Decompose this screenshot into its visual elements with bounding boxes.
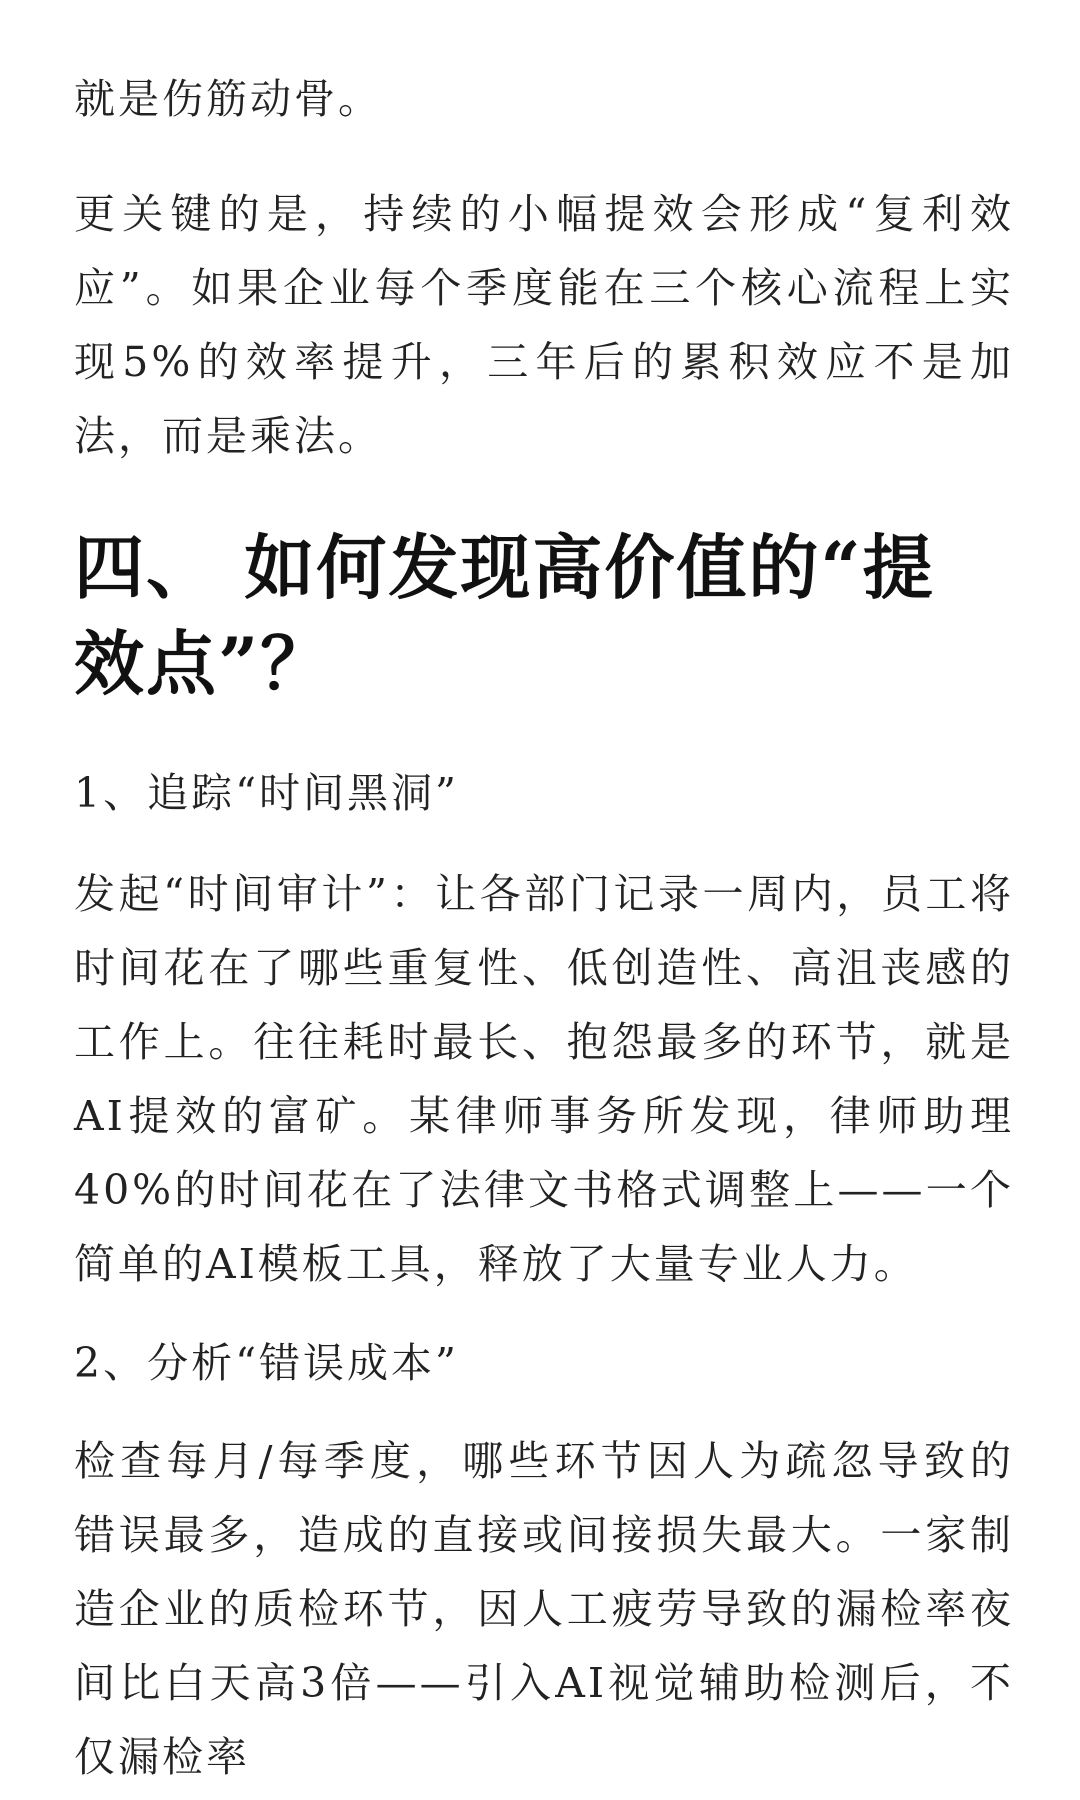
subheading: 2、分析“错误成本”: [74, 1339, 460, 1387]
paragraph: 就是伤筋动骨。: [74, 75, 382, 123]
section-heading: 四、 如何发现高价值的“提效点”？: [74, 526, 935, 705]
subheading: 1、追踪“时间黑洞”: [74, 769, 460, 817]
paragraph: 检查每月/每季度，哪些环节因人为疏忽导致的错误最多，造成的直接或间接损失最大。一家制造企业的质检环节，因人工疲劳导致的漏检率夜间比白天高3倍——引入AI视觉辅助检测后，不仅漏检率: [74, 1437, 1014, 1781]
paragraph: 发起“时间审计”：让各部门记录一周内，员工将时间花在了哪些重复性、低创造性、高沮丧感的工作上。往往耗时最长、抱怨最多的环节，就是AI提效的富矿。某律师事务所发现，律师助理40%的时间花在了法律文书格式调整上——一个简单的AI模板工具，释放了大量专业人力。: [74, 870, 1014, 1288]
paragraph: 更关键的是，持续的小幅提效会形成“复利效应”。如果企业每个季度能在三个核心流程上实现5%的效率提升，三年后的累积效应不是加法，而是乘法。: [74, 190, 1014, 460]
